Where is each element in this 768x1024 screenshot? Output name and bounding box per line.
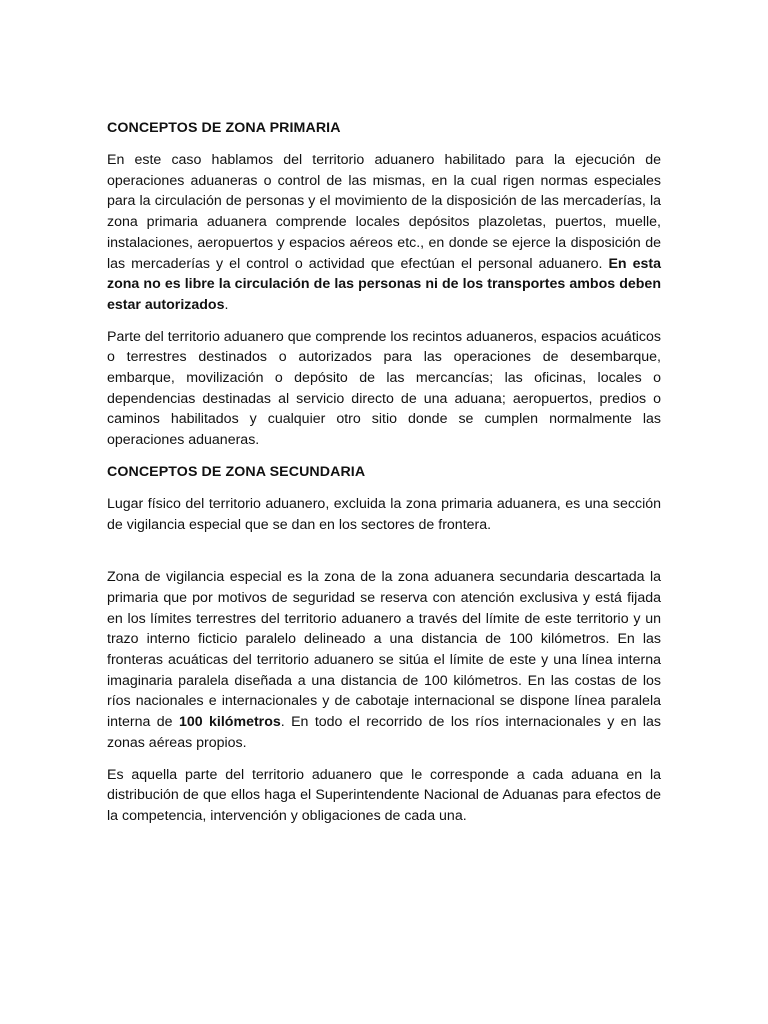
paragraph-zona-secundaria-3: Es aquella parte del territorio aduanero que le corresponde a cada aduana en la distribución de que ellos haga el Superintendente Nacional de Aduanas para efectos de la competencia, intervención y obligaciones de cada una. [107,766,661,824]
heading-zona-primaria: CONCEPTOS DE ZONA PRIMARIA [107,120,341,136]
paragraph-zona-secundaria-2 [107,567,661,753]
paragraph-text: Zona de vigilancia especial es la zona de la zona aduanera secundaria descartada la primaria que por motivos de seguridad se reserva con atención exclusiva y está fijada en los límites terrestres del territorio aduanero a través del límite de este territorio y un trazo interno ficticio paralelo delineado a una distancia de 100 kilómetros. En las fronteras acuáticas del territorio aduanero se sitúa el límite de este y una línea interna imaginaria paralela diseñada a una distancia de 100 kilómetros. En las costas de los ríos nacionales e internacionales y de cabotaje internacional se dispone línea paralela interna de [107,569,661,731]
paragraph-zona-primaria-2: Parte del territorio aduanero que comprende los recintos aduaneros, espacios acuáticos o terrestres destinados o autorizados para las operaciones de desembarque, embarque, movilización o depósito de las mercancías; las oficinas, locales o dependencias destinadas al servicio directo de una aduana; aeropuertos, predios o caminos habilitados y cualquier otro sitio donde se cumplen normalmente las operaciones aduaneras. [107,328,661,449]
paragraph-end: . [224,296,229,313]
document-page [107,118,661,838]
paragraph-end: . En todo el recorrido de los ríos internacionales y en las zonas aéreas propios. [107,714,661,751]
paragraph-zona-primaria-1 [107,150,661,316]
bold-distance: 100 kilómetros [178,714,281,731]
paragraph-zona-secundaria-1: Lugar físico del territorio aduanero, excluida la zona primaria aduanera, es una sección de vigilancia especial que se dan en los sectores de frontera. [107,495,661,533]
heading-zona-secundaria: CONCEPTOS DE ZONA SECUNDARIA [107,463,366,480]
bold-statement: En esta zona no es libre la circulación de las personas ni de los transportes ambos deben estar autorizados [107,255,661,313]
paragraph-text: En este caso hablamos del territorio aduanero habilitado para la ejecución de operaciones aduaneras o control de las mismas, en la cual rigen normas especiales para la circulación de personas y el movimiento de la disposición de las mercaderías, la zona primaria aduanera comprende locales depósitos plazoletas, puertos, muelle, instalaciones, aeropuertos y espacios aéreos etc., en donde se ejerce la disposición de las mercaderías y el control o actividad que efectúan el personal aduanero. [107,152,661,272]
